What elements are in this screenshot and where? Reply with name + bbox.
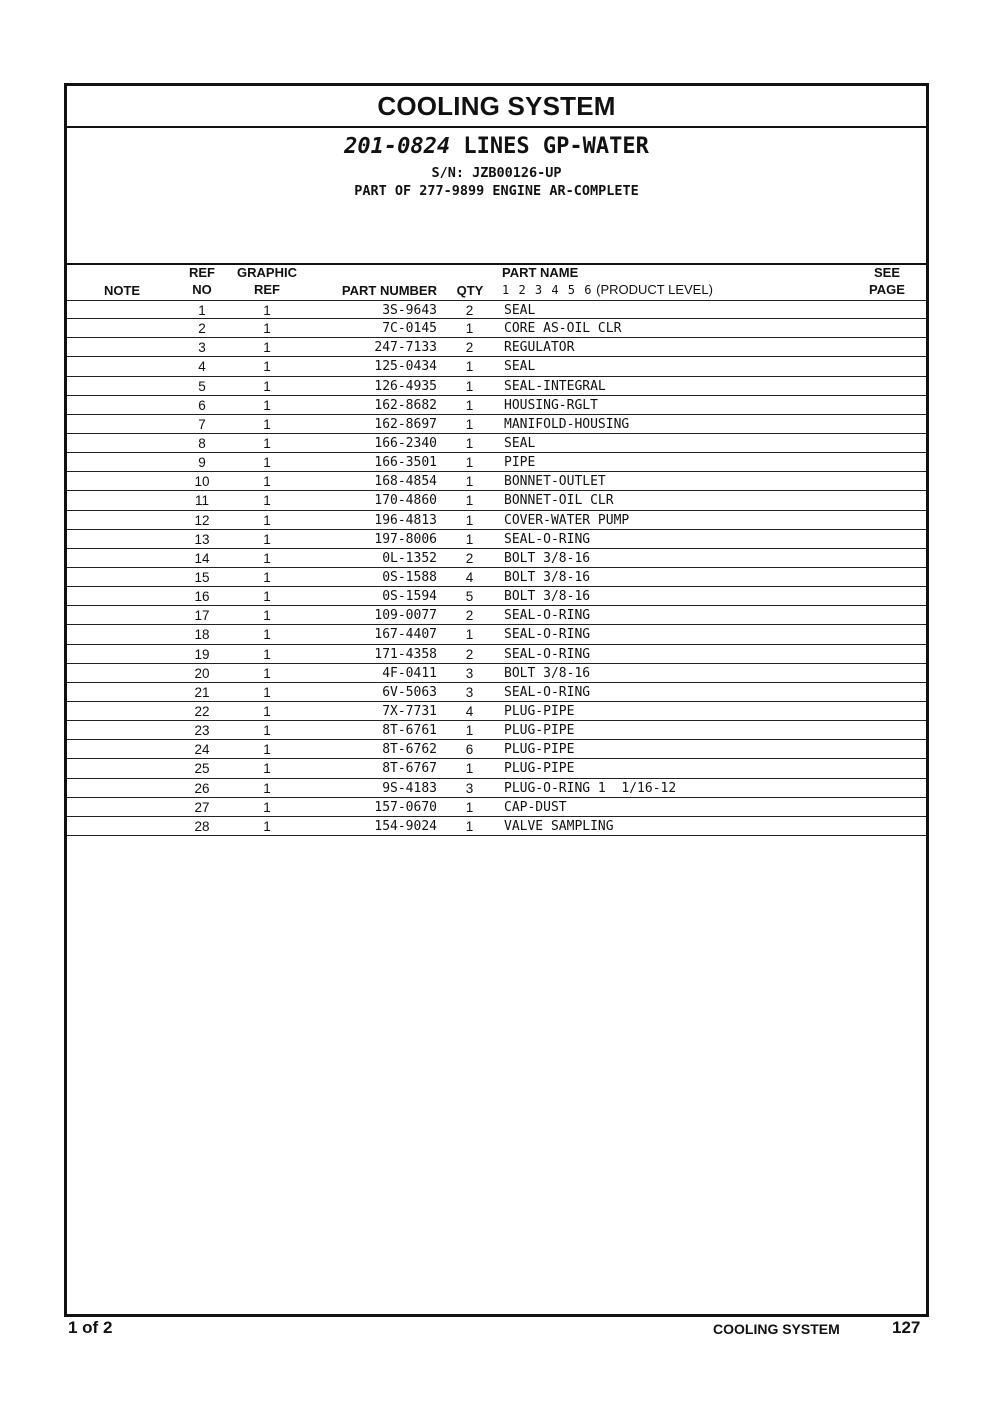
part-name-cell: CORE AS-OIL CLR — [504, 321, 622, 337]
ref-no-cell: 25 — [194, 761, 210, 777]
ref-no-cell: 2 — [198, 321, 206, 337]
table-row — [67, 759, 926, 778]
product-level-label: (PRODUCT LEVEL) — [596, 282, 713, 297]
ref-no-cell: 1 — [198, 303, 206, 318]
qty-cell: 1 — [465, 359, 474, 375]
ref-no-cell: 13 — [194, 531, 210, 547]
qty-cell: 2 — [465, 340, 474, 356]
part-name-cell: BONNET-OIL CLR — [504, 493, 614, 509]
qty-cell: 1 — [465, 378, 474, 394]
ref-no-cell: 19 — [194, 646, 210, 662]
table-row — [67, 568, 926, 587]
part-name-cell: SEAL — [504, 359, 536, 375]
ref-no-cell: 7 — [198, 416, 206, 432]
serial-number: S/N: JZB00126-UP — [431, 165, 562, 181]
table-row — [67, 511, 926, 530]
graphic-ref-cell: 1 — [263, 321, 271, 337]
table-row — [67, 530, 926, 549]
table-row — [67, 300, 926, 319]
part-name-cell: BOLT 3/8-16 — [504, 589, 591, 605]
part-name-cell: PLUG-PIPE — [504, 723, 575, 739]
part-number-cell: 168-4854 — [374, 474, 437, 490]
qty-cell: 1 — [465, 416, 474, 432]
part-name-cell: BOLT 3/8-16 — [504, 569, 591, 585]
qty-cell: 1 — [465, 493, 474, 509]
table-row — [67, 779, 926, 798]
qty-cell: 1 — [465, 799, 474, 815]
group-number: 201-0824 — [344, 134, 451, 159]
footer-section: COOLING SYSTEM — [713, 1321, 840, 1337]
part-number-cell: 9S-4183 — [382, 780, 437, 796]
table-row — [67, 396, 926, 415]
ref-no-cell: 15 — [194, 569, 210, 585]
graphic-ref-cell: 1 — [263, 340, 271, 356]
part-name-cell: BOLT 3/8-16 — [504, 550, 591, 566]
part-number-cell: 196-4813 — [374, 512, 437, 528]
part-number-cell: 126-4935 — [374, 378, 437, 394]
part-number-cell: 8T-6761 — [382, 723, 437, 739]
qty-cell: 1 — [465, 435, 474, 451]
qty-cell: 1 — [465, 761, 474, 777]
ref-no-cell: 3 — [198, 340, 206, 356]
qty-cell: 1 — [465, 723, 474, 739]
graphic-ref-cell: 1 — [263, 818, 271, 834]
part-name-cell: SEAL — [504, 303, 536, 318]
group-line — [67, 130, 926, 164]
ref-no-cell: 24 — [194, 742, 210, 758]
part-number-cell: 0L-1352 — [382, 550, 437, 566]
part-name-cell: HOUSING-RGLT — [504, 397, 598, 413]
graphic-ref-cell: 1 — [263, 474, 271, 490]
part-name-cell: SEAL — [504, 435, 536, 451]
graphic-ref-cell: 1 — [263, 627, 271, 643]
graphic-ref-cell: 1 — [263, 455, 271, 471]
part-of-line: PART OF 277-9899 ENGINE AR-COMPLETE — [354, 183, 639, 199]
part-name-cell: COVER-WATER PUMP — [504, 512, 630, 528]
graphic-ref-cell: 1 — [263, 512, 271, 528]
page-title: COOLING SYSTEM — [377, 91, 616, 121]
product-level — [502, 281, 822, 299]
col-note-label: NOTE — [103, 283, 141, 298]
qty-cell: 2 — [465, 303, 474, 318]
table-row — [67, 377, 926, 396]
graphic-ref-cell: 1 — [263, 416, 271, 432]
graphic-ref-cell: 1 — [263, 646, 271, 662]
part-name-cell: SEAL-O-RING — [504, 646, 591, 662]
table-row — [67, 645, 926, 664]
col-part-name — [502, 264, 822, 299]
graphic-ref-cell: 1 — [263, 359, 271, 375]
graphic-ref-cell: 1 — [263, 435, 271, 451]
graphic-ref-cell: 1 — [263, 684, 271, 700]
ref-no-cell: 21 — [194, 684, 210, 700]
part-number-cell: 109-0077 — [374, 608, 437, 624]
graphic-ref-cell: 1 — [263, 780, 271, 796]
table-row — [67, 434, 926, 453]
qty-cell: 2 — [465, 646, 474, 662]
qty-cell: 4 — [465, 703, 474, 719]
graphic-ref-cell: 1 — [263, 761, 271, 777]
qty-cell: 1 — [465, 627, 474, 643]
title-bar — [67, 86, 926, 128]
page-number: 127 — [892, 1318, 921, 1337]
graphic-ref-cell: 1 — [263, 378, 271, 394]
col-see-page-line1: SEE — [873, 265, 900, 280]
table-row — [67, 683, 926, 702]
qty-cell: 2 — [465, 550, 474, 566]
graphic-ref-cell: 1 — [263, 703, 271, 719]
graphic-ref-cell: 1 — [263, 531, 271, 547]
ref-no-cell: 23 — [194, 723, 210, 739]
graphic-ref-cell: 1 — [263, 723, 271, 739]
col-see-page — [857, 264, 917, 298]
part-number-cell: 3S-9643 — [382, 303, 437, 318]
part-name-cell: REGULATOR — [504, 340, 575, 356]
part-name-cell: SEAL-O-RING — [504, 684, 591, 700]
qty-cell: 1 — [465, 818, 474, 834]
part-name-cell: VALVE SAMPLING — [504, 818, 614, 834]
col-part-name-label: PART NAME — [502, 265, 579, 280]
part-number-cell: 4F-0411 — [382, 665, 437, 681]
col-graphic-ref-line2: REF — [254, 282, 280, 297]
col-qty-label: QTY — [456, 283, 484, 298]
qty-cell: 3 — [465, 665, 474, 681]
ref-no-cell: 27 — [194, 799, 210, 815]
qty-cell: 6 — [465, 742, 474, 758]
col-graphic-ref-line1: GRAPHIC — [237, 265, 297, 280]
ref-no-cell: 5 — [198, 378, 206, 394]
ref-no-cell: 18 — [194, 627, 210, 643]
part-name-cell: CAP-DUST — [504, 799, 567, 815]
part-number-cell: 6V-5063 — [382, 684, 437, 700]
table-row — [67, 472, 926, 491]
graphic-ref-cell: 1 — [263, 569, 271, 585]
part-number-cell: 162-8697 — [374, 416, 437, 432]
ref-no-cell: 6 — [198, 397, 206, 413]
qty-cell: 5 — [465, 589, 474, 605]
group-name: LINES GP-WATER — [463, 134, 649, 159]
qty-cell: 1 — [465, 455, 474, 471]
qty-cell: 1 — [465, 474, 474, 490]
table-row — [67, 587, 926, 606]
table-row — [67, 606, 926, 625]
part-name-cell: BOLT 3/8-16 — [504, 665, 591, 681]
ref-no-cell: 4 — [198, 359, 206, 375]
part-name-cell: BONNET-OUTLET — [504, 474, 606, 490]
part-number-cell: 170-4860 — [374, 493, 437, 509]
table-row — [67, 453, 926, 472]
table-row — [67, 798, 926, 817]
col-part-number-label: PART NUMBER — [341, 283, 437, 298]
graphic-ref-cell: 1 — [263, 608, 271, 624]
page-of-indicator: 1 of 2 — [68, 1318, 113, 1337]
qty-cell: 3 — [465, 684, 474, 700]
qty-cell: 3 — [465, 780, 474, 796]
part-number-cell: 7C-0145 — [382, 321, 437, 337]
part-number-cell: 197-8006 — [374, 531, 437, 547]
col-ref-no-line1: REF — [189, 265, 215, 280]
graphic-ref-cell: 1 — [263, 550, 271, 566]
table-row — [67, 721, 926, 740]
parts-table — [67, 300, 926, 836]
part-number-cell: 171-4358 — [374, 646, 437, 662]
part-name-cell: SEAL-INTEGRAL — [504, 378, 606, 394]
part-number-cell: 167-4407 — [374, 627, 437, 643]
ref-no-cell: 17 — [194, 608, 210, 624]
part-name-cell: SEAL-O-RING — [504, 608, 591, 624]
ref-no-cell: 28 — [194, 818, 210, 834]
table-row — [67, 625, 926, 644]
product-level-digits: 1 2 3 4 5 6 — [502, 283, 593, 297]
ref-no-cell: 14 — [194, 550, 210, 566]
graphic-ref-cell: 1 — [263, 742, 271, 758]
part-number-cell: 247-7133 — [374, 340, 437, 356]
qty-cell: 4 — [465, 569, 474, 585]
group-header — [67, 128, 926, 200]
part-number-cell: 7X-7731 — [382, 703, 437, 719]
qty-cell: 1 — [465, 321, 474, 337]
qty-cell: 2 — [465, 608, 474, 624]
table-row — [67, 549, 926, 568]
ref-no-cell: 8 — [198, 435, 206, 451]
table-row — [67, 415, 926, 434]
part-number-cell: 166-2340 — [374, 435, 437, 451]
table-row — [67, 740, 926, 759]
table-row — [67, 664, 926, 683]
part-name-cell: SEAL-O-RING — [504, 627, 591, 643]
part-number-cell: 8T-6762 — [382, 742, 437, 758]
col-note — [87, 282, 157, 299]
part-name-cell: SEAL-O-RING — [504, 531, 591, 547]
qty-cell: 1 — [465, 512, 474, 528]
part-number-cell: 162-8682 — [374, 397, 437, 413]
part-number-cell: 8T-6767 — [382, 761, 437, 777]
table-row — [67, 491, 926, 510]
ref-no-cell: 22 — [194, 703, 210, 719]
ref-no-cell: 9 — [198, 455, 206, 471]
col-see-page-line2: PAGE — [869, 282, 905, 297]
ref-no-cell: 26 — [194, 780, 210, 796]
qty-cell: 1 — [465, 531, 474, 547]
table-row — [67, 338, 926, 357]
col-graphic-ref — [227, 264, 307, 298]
table-row — [67, 817, 926, 836]
ref-no-cell: 20 — [194, 665, 210, 681]
graphic-ref-cell: 1 — [263, 665, 271, 681]
table-row — [67, 357, 926, 376]
col-ref-no — [177, 264, 227, 298]
ref-no-cell: 11 — [194, 493, 209, 509]
table-row — [67, 319, 926, 338]
part-name-cell: PLUG-PIPE — [504, 742, 575, 758]
part-name-cell: MANIFOLD-HOUSING — [504, 416, 630, 432]
col-part-number — [327, 282, 437, 299]
qty-cell: 1 — [465, 397, 474, 413]
part-number-cell: 125-0434 — [374, 359, 437, 375]
ref-no-cell: 16 — [194, 589, 210, 605]
graphic-ref-cell: 1 — [263, 799, 271, 815]
part-number-cell: 0S-1588 — [382, 569, 437, 585]
ref-no-cell: 10 — [194, 474, 210, 490]
ref-no-cell: 12 — [194, 512, 210, 528]
part-name-cell: PIPE — [504, 455, 536, 471]
col-ref-no-line2: NO — [192, 282, 212, 297]
part-number-cell: 157-0670 — [374, 799, 437, 815]
col-qty — [453, 282, 487, 299]
part-number-cell: 0S-1594 — [382, 589, 437, 605]
part-name-cell: PLUG-PIPE — [504, 761, 575, 777]
graphic-ref-cell: 1 — [263, 303, 271, 318]
part-number-cell: 166-3501 — [374, 455, 437, 471]
table-row — [67, 702, 926, 721]
part-name-cell: PLUG-PIPE — [504, 703, 575, 719]
part-name-cell: PLUG-O-RING 1 1/16-12 — [504, 780, 677, 796]
graphic-ref-cell: 1 — [263, 589, 271, 605]
part-number-cell: 154-9024 — [374, 818, 437, 834]
page-frame — [64, 83, 929, 1317]
graphic-ref-cell: 1 — [263, 397, 271, 413]
graphic-ref-cell: 1 — [263, 493, 271, 509]
